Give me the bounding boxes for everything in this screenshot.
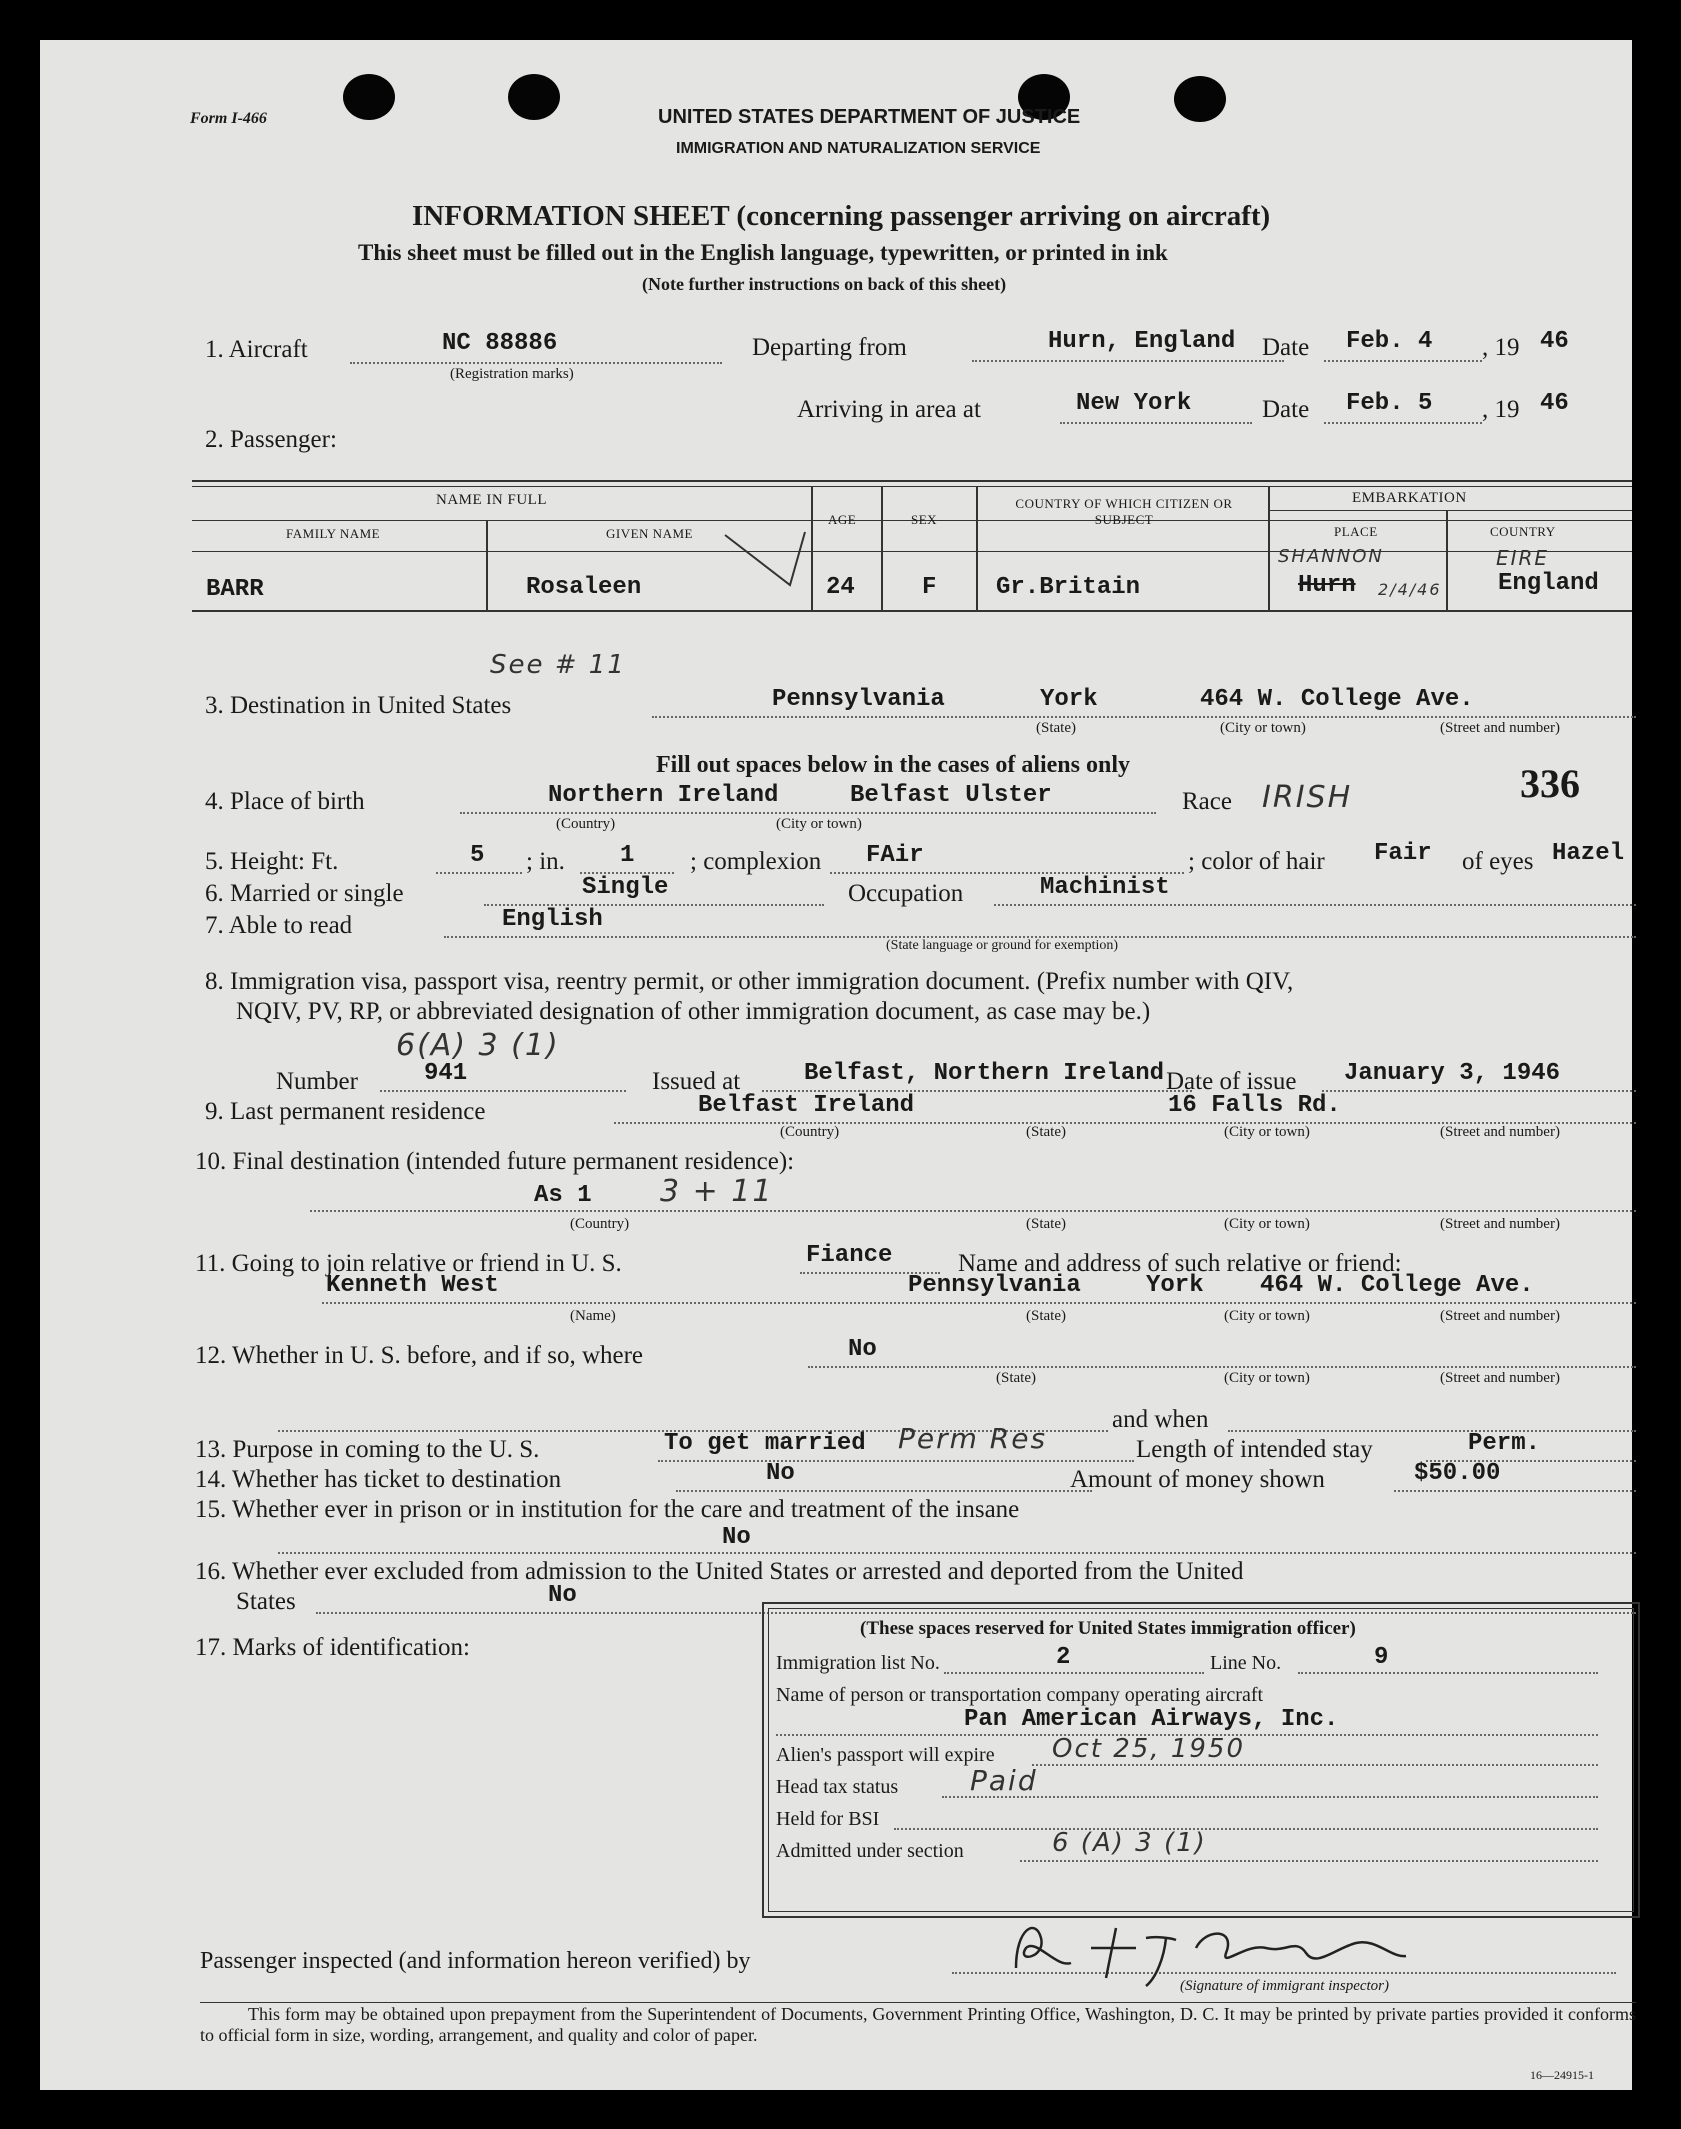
admitted-handwritten: 6 (A) 3 (1)	[1052, 1828, 1207, 1858]
inspector-signature-icon	[996, 1908, 1416, 1988]
issue-date-value: January 3, 1946	[1344, 1060, 1561, 1087]
birth-city-value: Belfast Ulster	[850, 782, 1052, 809]
embark-place-value: Hurn	[1298, 572, 1356, 599]
depart-date-value: Feb. 4	[1346, 328, 1433, 355]
operator-label: Name of person or transportation company operating aircraft	[776, 1684, 1264, 1706]
hair-value: Fair	[1374, 840, 1432, 867]
depart-date-label: Date	[1262, 334, 1310, 361]
item-4-label: 4. Place of birth	[205, 788, 365, 815]
item-9-label: 9. Last permanent residence	[205, 1098, 486, 1125]
aircraft-value: NC 88886	[442, 330, 558, 357]
embark-place-handwritten: SHANNON	[1278, 546, 1384, 567]
us-before-value: No	[848, 1336, 877, 1363]
document-page	[40, 40, 1636, 2090]
depart-year-value: 46	[1540, 328, 1569, 355]
arrive-year-prefix: , 19	[1482, 396, 1520, 423]
stamp-number: 336	[1520, 761, 1580, 806]
place-header: PLACE	[1334, 524, 1378, 539]
embark-country-value: England	[1498, 570, 1599, 597]
purpose-handwritten: Perm Res	[898, 1422, 1048, 1455]
race-handwritten: IRISH	[1262, 780, 1353, 815]
street-caption: (Street and number)	[1440, 1124, 1560, 1140]
prison-value: No	[722, 1524, 751, 1551]
city-caption: (City or town)	[1224, 1216, 1310, 1232]
complexion-value: FAir	[866, 842, 924, 869]
final-dest-handwritten: 3 + 11	[660, 1174, 774, 1209]
join-value: Fiance	[806, 1242, 893, 1269]
city-caption: (City or town)	[776, 816, 862, 832]
street-caption: (Street and number)	[1440, 720, 1560, 736]
issued-at-value: Belfast, Northern Ireland	[804, 1060, 1165, 1087]
length-stay-label: Length of intended stay	[1136, 1436, 1373, 1463]
age-value: 24	[826, 574, 855, 601]
departing-label: Departing from	[752, 334, 907, 361]
departing-value: Hurn, England	[1048, 328, 1236, 355]
issued-at-label: Issued at	[652, 1068, 741, 1095]
eyes-value: Hazel	[1552, 840, 1625, 867]
embark-country-handwritten: EIRE	[1496, 546, 1550, 570]
agency-title: UNITED STATES DEPARTMENT OF JUSTICE	[658, 106, 1081, 128]
country-header: COUNTRY	[1490, 524, 1556, 539]
occupation-value: Machinist	[1040, 874, 1170, 901]
residence-street-value: 16 Falls Rd.	[1168, 1092, 1341, 1119]
item-8-label: 8. Immigration visa, passport visa, reentry permit, or other immigration document. (Prefix number with QIV,	[205, 968, 1294, 995]
friend-city-value: York	[1146, 1272, 1204, 1299]
birth-country-value: Northern Ireland	[548, 782, 779, 809]
punch-hole	[508, 74, 560, 120]
item-8-label-cont: NQIV, PV, RP, or abbreviated designation of other immigration document, as case may be.)	[236, 998, 1151, 1025]
sheet-title: INFORMATION SHEET (concerning passenger arriving on aircraft)	[412, 200, 1271, 232]
aliens-only-heading: Fill out spaces below in the cases of aliens only	[656, 752, 1131, 778]
item-10-label: 10. Final destination (intended future permanent residence):	[195, 1148, 795, 1175]
money-label: Amount of money shown	[1070, 1466, 1325, 1493]
marital-value: Single	[582, 874, 669, 901]
sheet-subtitle: This sheet must be filled out in the English language, typewritten, or printed in ink	[358, 240, 1168, 265]
admitted-label: Admitted under section	[776, 1840, 964, 1862]
embarkation-header: EMBARKATION	[1352, 490, 1467, 506]
inspected-label: Passenger inspected (and information hereon verified) by	[200, 1948, 751, 1974]
item-12-label: 12. Whether in U. S. before, and if so, where	[195, 1342, 644, 1369]
item-16-label: 16. Whether ever excluded from admission to the United States or arrested and deported from the United	[195, 1558, 1244, 1585]
item-16-label-cont: States	[236, 1588, 296, 1615]
excluded-value: No	[548, 1582, 577, 1609]
city-caption: (City or town)	[1224, 1124, 1310, 1140]
check-mark-icon	[720, 530, 810, 610]
sheet-note: (Note further instructions on back of this sheet)	[642, 274, 1007, 294]
embark-place-date-handwritten: 2/4/46	[1378, 580, 1442, 599]
arrive-date-label: Date	[1262, 396, 1310, 423]
operator-value: Pan American Airways, Inc.	[964, 1706, 1339, 1733]
country-caption: (Country)	[780, 1124, 840, 1140]
name-in-full-header: NAME IN FULL	[436, 492, 547, 508]
ticket-value: No	[766, 1460, 795, 1487]
height-in-value: 1	[620, 842, 635, 869]
race-label: Race	[1182, 788, 1232, 815]
eyes-label: of eyes	[1462, 848, 1534, 875]
item-5-label: 5. Height: Ft.	[205, 848, 339, 875]
residence-country-value: Belfast Ireland	[698, 1092, 915, 1119]
date-of-issue-label: Date of issue	[1166, 1068, 1297, 1095]
country-caption: (Country)	[556, 816, 616, 832]
item-11-label: 11. Going to join relative or friend in U. S.	[195, 1250, 622, 1277]
head-tax-label: Head tax status	[776, 1776, 899, 1798]
punch-hole	[343, 74, 395, 120]
passport-expire-label: Alien's passport will expire	[776, 1744, 995, 1766]
money-value: $50.00	[1414, 1460, 1501, 1487]
state-caption: (State)	[1026, 1308, 1066, 1324]
inches-label: ; in.	[526, 848, 565, 875]
number-label: Number	[276, 1068, 358, 1095]
arriving-label: Arriving in area at	[797, 396, 981, 423]
purpose-value: To get married	[664, 1430, 866, 1457]
arriving-value: New York	[1076, 390, 1192, 417]
family-name-header: FAMILY NAME	[286, 526, 381, 541]
line-no-label: Line No.	[1210, 1652, 1282, 1674]
given-name-value: Rosaleen	[526, 574, 642, 601]
list-no-label: Immigration list No.	[776, 1652, 940, 1674]
passport-expire-handwritten: Oct 25, 1950	[1052, 1734, 1245, 1764]
height-ft-value: 5	[470, 842, 485, 869]
state-caption: (State)	[1036, 720, 1076, 736]
street-caption: (Street and number)	[1440, 1370, 1560, 1386]
friend-street-value: 464 W. College Ave.	[1260, 1272, 1534, 1299]
dest-street-value: 464 W. College Ave.	[1200, 686, 1474, 713]
friend-state-value: Pennsylvania	[908, 1272, 1081, 1299]
note-handwritten: See # 11	[490, 650, 626, 680]
family-name-value: BARR	[206, 576, 264, 603]
name-address-label: Name and address of such relative or friend:	[958, 1250, 1402, 1277]
name-caption: (Name)	[570, 1308, 616, 1324]
stay-value: Perm.	[1468, 1430, 1541, 1457]
city-caption: (City or town)	[1220, 720, 1306, 736]
item-17-label: 17. Marks of identification:	[195, 1634, 470, 1661]
line-no-value: 9	[1374, 1644, 1389, 1671]
depart-year-prefix: , 19	[1482, 334, 1520, 361]
sex-value: F	[922, 574, 937, 601]
city-caption: (City or town)	[1224, 1308, 1310, 1324]
arrive-year-value: 46	[1540, 390, 1569, 417]
held-bsi-label: Held for BSI	[776, 1808, 880, 1830]
form-number: Form I-466	[190, 110, 267, 127]
country-caption: (Country)	[570, 1216, 630, 1232]
city-caption: (City or town)	[1224, 1370, 1310, 1386]
signature-caption: (Signature of immigrant inspector)	[1180, 1978, 1390, 1994]
punch-hole	[1174, 76, 1226, 122]
citizen-value: Gr.Britain	[996, 574, 1141, 601]
friend-name-value: Kenneth West	[326, 1272, 499, 1299]
state-caption: (State)	[1026, 1216, 1066, 1232]
item-6-label: 6. Married or single	[205, 880, 404, 907]
arrive-date-value: Feb. 5	[1346, 390, 1433, 417]
officer-box-title: (These spaces reserved for United States immigration officer)	[860, 1618, 1356, 1639]
citizen-header: COUNTRY OF WHICH CITIZEN OR SUBJECT	[1015, 496, 1233, 527]
age-header: AGE	[828, 512, 857, 527]
state-caption: (State)	[1026, 1124, 1066, 1140]
dest-city-value: York	[1040, 686, 1098, 713]
doc-handwritten: 6(A) 3 (1)	[396, 1028, 560, 1063]
read-value: English	[502, 906, 603, 933]
item-14-label: 14. Whether has ticket to destination	[195, 1466, 562, 1493]
state-language-caption: (State language or ground for exemption)	[886, 938, 1119, 953]
hair-label: ; color of hair	[1188, 848, 1325, 875]
service-title: IMMIGRATION AND NATURALIZATION SERVICE	[676, 140, 1041, 157]
street-caption: (Street and number)	[1440, 1308, 1560, 1324]
final-dest-value: As 1	[534, 1182, 592, 1209]
complexion-label: ; complexion	[690, 848, 822, 875]
item-7-label: 7. Able to read	[205, 912, 353, 939]
and-when-label: and when	[1112, 1406, 1209, 1433]
item-1-label: 1. Aircraft	[205, 336, 308, 363]
occupation-label: Occupation	[848, 880, 964, 907]
sex-header: SEX	[911, 512, 938, 527]
doc-number-value: 941	[424, 1060, 468, 1087]
street-caption: (Street and number)	[1440, 1216, 1560, 1232]
item-3-label: 3. Destination in United States	[205, 692, 512, 719]
footer-code: 16—24915-1	[1530, 2068, 1594, 2082]
head-tax-handwritten: Paid	[970, 1764, 1038, 1797]
item-15-label: 15. Whether ever in prison or in institution for the care and treatment of the insane	[195, 1496, 1020, 1523]
state-caption: (State)	[996, 1370, 1036, 1386]
list-no-value: 2	[1056, 1644, 1071, 1671]
item-13-label: 13. Purpose in coming to the U. S.	[195, 1436, 540, 1463]
registration-caption: (Registration marks)	[450, 366, 574, 382]
item-2-label: 2. Passenger:	[205, 426, 337, 453]
footer-text: This form may be obtained upon prepayment from the Superintendent of Documents, Government Printing Office, Washington, D. C. It may be printed by private parties provided it conforms to official form in size, wording, arrangement, and quality and color of paper.	[200, 2004, 1636, 2045]
given-name-header: GIVEN NAME	[606, 526, 693, 541]
dest-state-value: Pennsylvania	[772, 686, 945, 713]
